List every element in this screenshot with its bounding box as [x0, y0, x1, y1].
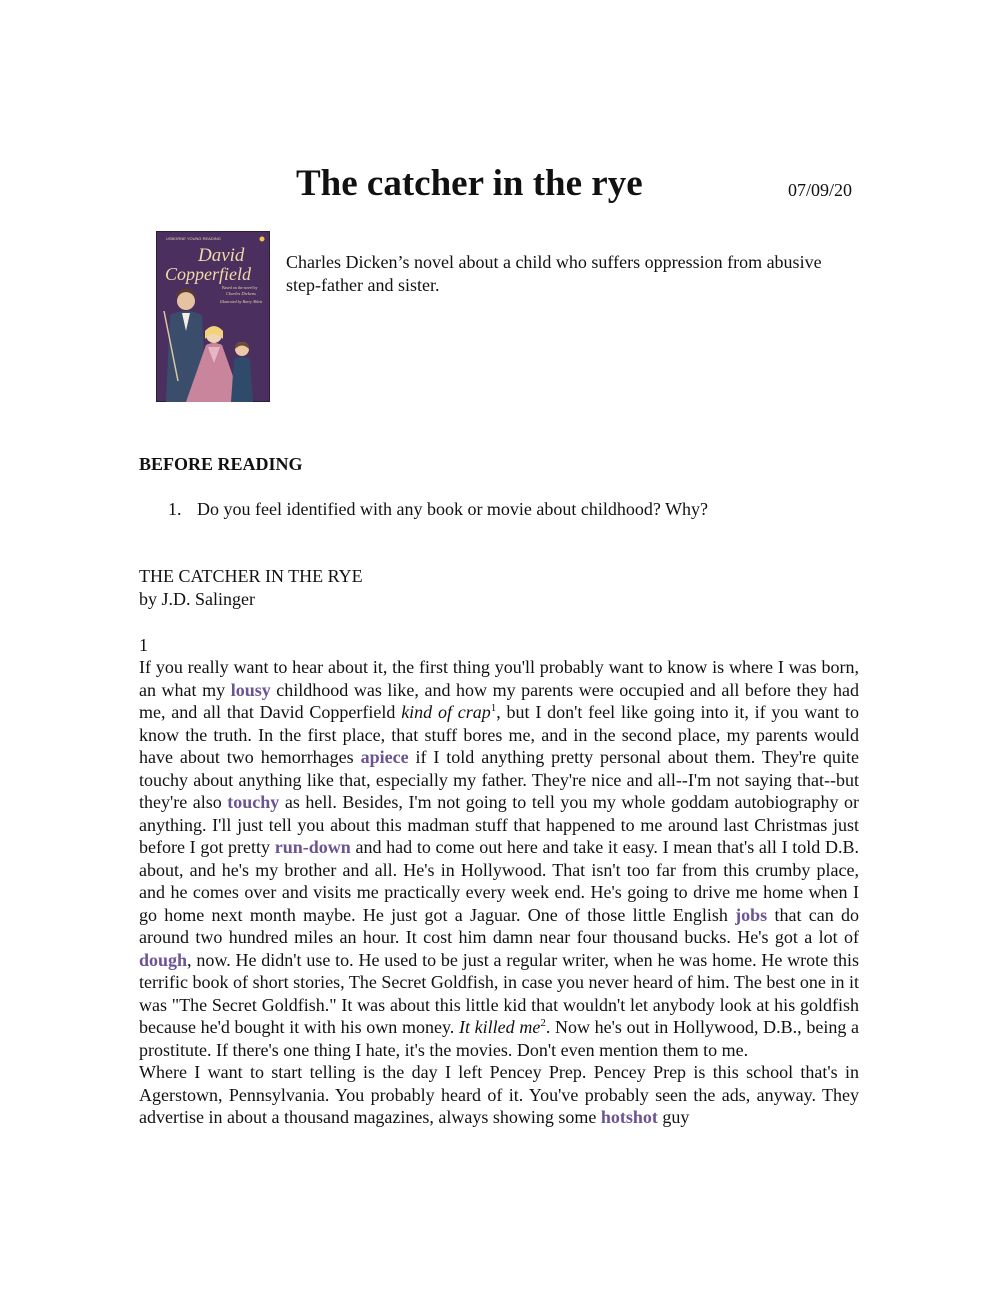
question-text: Do you feel identified with any book or movie about childhood? Why?	[197, 499, 709, 519]
worksheet-date: 07/09/20	[788, 180, 853, 200]
passage-paragraph-2	[139, 1061, 859, 1129]
footnote-marker: 1	[490, 702, 497, 714]
passage-text: childhood was like, and how my parents were occupied and all before they had me, and all that David Copperfield	[139, 679, 859, 722]
cover-illustrated-by: Illustrated by Barry Ablett	[220, 299, 263, 304]
vocab-word-apiece: apiece	[360, 747, 409, 767]
vocab-word-hotshot: hotshot	[600, 1107, 658, 1127]
cover-title-line2: Copperfield	[165, 264, 251, 284]
vocab-word-jobs: jobs	[735, 904, 768, 925]
passage-text: that can do around two hundred miles an hour. It cost him damn near four thousand bucks. He's got a lot of	[139, 904, 859, 947]
question-item	[168, 497, 708, 521]
vocab-word-dough: dough	[139, 949, 188, 970]
book-title: THE CATCHER IN THE RYE	[139, 566, 363, 586]
cover-title-line1: David	[198, 245, 245, 266]
footnoted-phrase: It killed me	[458, 1017, 541, 1037]
question-number: 1.	[168, 499, 182, 519]
before-reading-heading: BEFORE READING	[139, 454, 303, 474]
passage-text: as hell. Besides, I'm not going to tell you my whole goddam autobiography or anything. I'll just tell you about this madman stuff that happened to me around last Christmas just before I got pretty	[139, 792, 859, 857]
vocab-word-touchy: touchy	[227, 792, 280, 812]
passage-text: guy	[657, 1107, 690, 1127]
passage-text: Where I want to start telling is the day I left Pencey Prep. Pencey Prep is this school that's in Agerstown, Pennsylvania. You probably heard of it. You've probably seen the ads, anyway. They advertise in about a thousand magazines, always showing some	[139, 1062, 859, 1127]
passage-text: if I told anything pretty personal about them. They're quite touchy about anything like that, especially my father. They're nice and all--I'm not saying that--but they're also	[139, 747, 859, 812]
footnoted-phrase: kind of crap	[401, 702, 491, 722]
passage-paragraph-1	[139, 656, 859, 1061]
footnote-marker: 2	[540, 1017, 546, 1029]
cover-based-on-line2: Charles Dickens	[226, 291, 256, 296]
book-author: by J.D. Salinger	[139, 589, 255, 609]
passage-text: . Now he's out in Hollywood, D.B., being a prostitute. If there's one thing I hate, it's the movies. Don't even mention them to me.	[139, 1017, 859, 1060]
cover-series: USBORNE YOUNG READING	[166, 236, 221, 241]
book-cover-image	[156, 231, 270, 402]
passage-text: and had to come out here and take it easy. I mean that's all I told D.B. about, and he's my brother and all. He's in Hollywood. That isn't too far from this crumby place, and he comes over and visits me practically every week end. He's going to drive me home when I go home next month maybe. He just got a Jaguar. One of those little English	[139, 837, 859, 925]
reading-passage	[139, 656, 859, 1129]
vocab-word-run-down: run-down	[274, 837, 351, 857]
passage-text: If you really want to hear about it, the first thing you'll probably want to know is where I was born, an what my	[139, 657, 859, 700]
page-title: The catcher in the rye	[296, 163, 643, 204]
chapter-number: 1	[139, 635, 148, 655]
cover-based-on-line1: Based on the novel by	[222, 285, 258, 290]
passage-text: , but I don't feel like going into it, if you want to know the truth. In the first place, that stuff bores me, and in the second place, my parents would have about two hemorrhages	[139, 702, 859, 767]
passage-text: , now. He didn't use to. He used to be just a regular writer, when he was home. He wrote this terrific book of short stories, The Secret Goldfish, in case you never heard of him. The best one in it was "The Secret Goldfish." It was about this little kid that wouldn't let anybody look at his goldfish because he'd bought it with his own money.	[139, 949, 859, 1037]
vocab-word-lousy: lousy	[230, 679, 271, 700]
book-intro-text: Charles Dicken’s novel about a child who suffers oppression from abusive step-father and sister.	[286, 252, 822, 295]
